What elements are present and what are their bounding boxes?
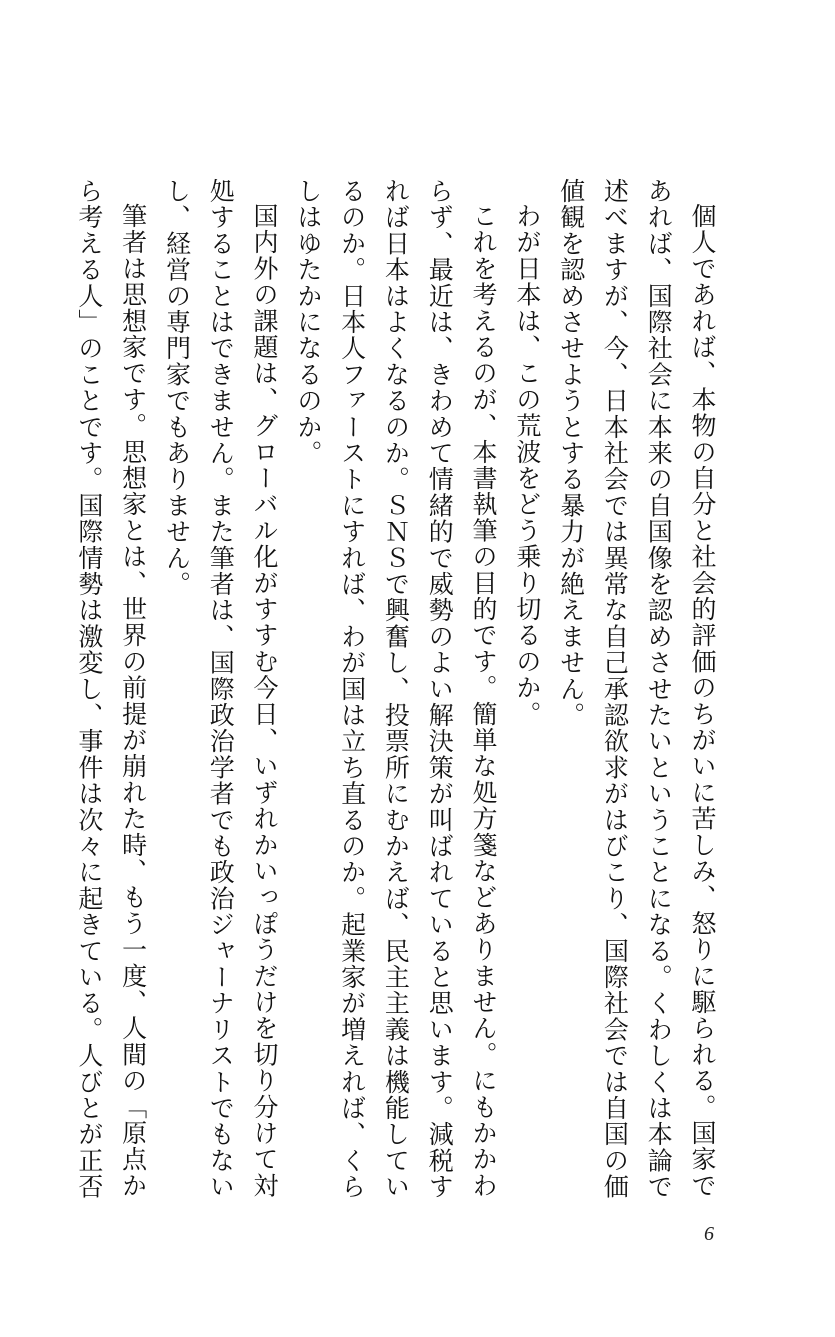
page-number: 6 <box>704 1223 714 1245</box>
paragraph: 筆者は思想家です。思想家とは、世界の前提が崩れた時、もう一度、人間の「原点から考える人」のことです。国際情勢は激変し、事件は次々に起きている。人びとが正否 <box>74 178 148 1200</box>
paragraph: 国内外の課題は、グローバル化がすすむ今日、いずれかいっぽうだけを切り分けて対処することはできません。また筆者は、国際政治学者でも政治ジャーナリストでもないし、経営の専門家でもありません。 <box>162 178 280 1200</box>
paragraph: わが日本は、この荒波をどう乗り切るのか。 <box>512 203 542 727</box>
paragraph: 個人であれば、本物の自分と社会的評価のちがいに苦しみ、怒りに駆られる。国家であれば、国際社会に本来の自国像を認めさせたいということになる。くわしくは本論で述べますが、今、日本社会では異常な自己承認欲求がはびこり、国際社会では自国の価値観を認めさせようとする暴力が絶えません。 <box>556 178 717 1200</box>
vertical-text-body <box>74 178 724 1208</box>
paragraph: これを考えるのが、本書執筆の目的です。簡単な処方箋などありません。にもかかわらず、最近は、きわめて情緒的で威勢のよい解決策が叫ばれていると思います。減税すれば日本はよくなるのか。ＳＮＳで興奮し、投票所にむかえば、民主主義は機能しているのか。日本人ファーストにすれば、わが国は立ち直るのか。起業家が増えれば、くらしはゆたかになるのか。 <box>293 178 499 1200</box>
